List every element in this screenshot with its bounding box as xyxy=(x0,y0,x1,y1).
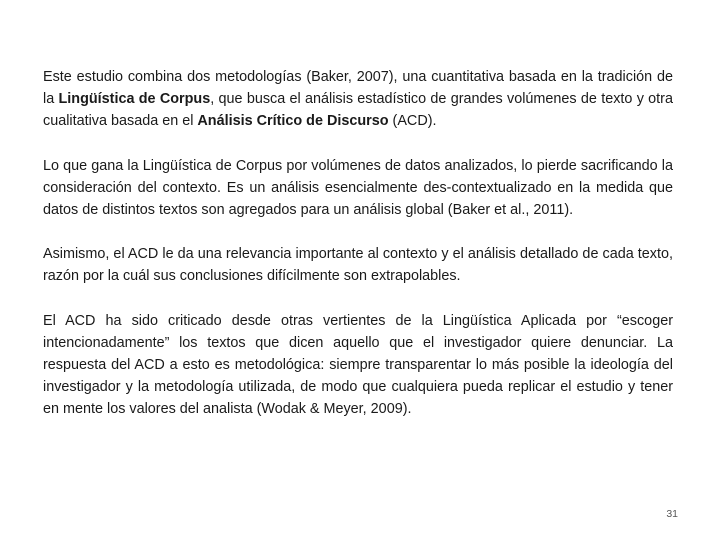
paragraph-1-text-c: (ACD). xyxy=(388,113,437,130)
paragraph-methodologies xyxy=(43,66,673,133)
term-critical-discourse-analysis: Análisis Crítico de Discurso xyxy=(197,113,389,130)
slide-body xyxy=(43,66,673,443)
paragraph-corpus-context: Lo que gana la Lingüística de Corpus por volúmenes de datos analizados, lo pierde sacrificando la consideración del contexto. Es un análisis esencialmente des-contextualizado en la medida que datos de distintos textos son agregados para un análisis global (Baker et al., 2011). xyxy=(43,157,673,219)
paragraph-acd-criticism: El ACD ha sido criticado desde otras vertientes de la Lingüística Aplicada por “escoger intencionadamente” los textos que dicen aquello que el investigador quiere denunciar. La respuesta del ACD a esto es metodológica: siempre transparentar lo más posible la ideología del investigador y la metodología utilizada, de modo que cualquiera pueda replicar el estudio y tener en mente los valores del analista (Wodak & Meyer, 2009). xyxy=(43,312,673,418)
term-corpus-linguistics: Lingüística de Corpus xyxy=(58,91,211,108)
page-number: 31 xyxy=(666,508,678,520)
paragraph-1-text-a: Este estudio combina dos metodologías (Baker, 2007), una cuantitativa basada en la tradición de la xyxy=(43,69,673,108)
paragraph-acd-relevance: Asimismo, el ACD le da una relevancia importante al contexto y el análisis detallado de cada texto, razón por la cuál sus conclusiones difícilmente son extrapolables. xyxy=(43,246,673,285)
paragraph-1-text-b: , que busca el análisis estadístico de grandes volúmenes de texto y otra cualitativa basada en el xyxy=(43,91,673,130)
